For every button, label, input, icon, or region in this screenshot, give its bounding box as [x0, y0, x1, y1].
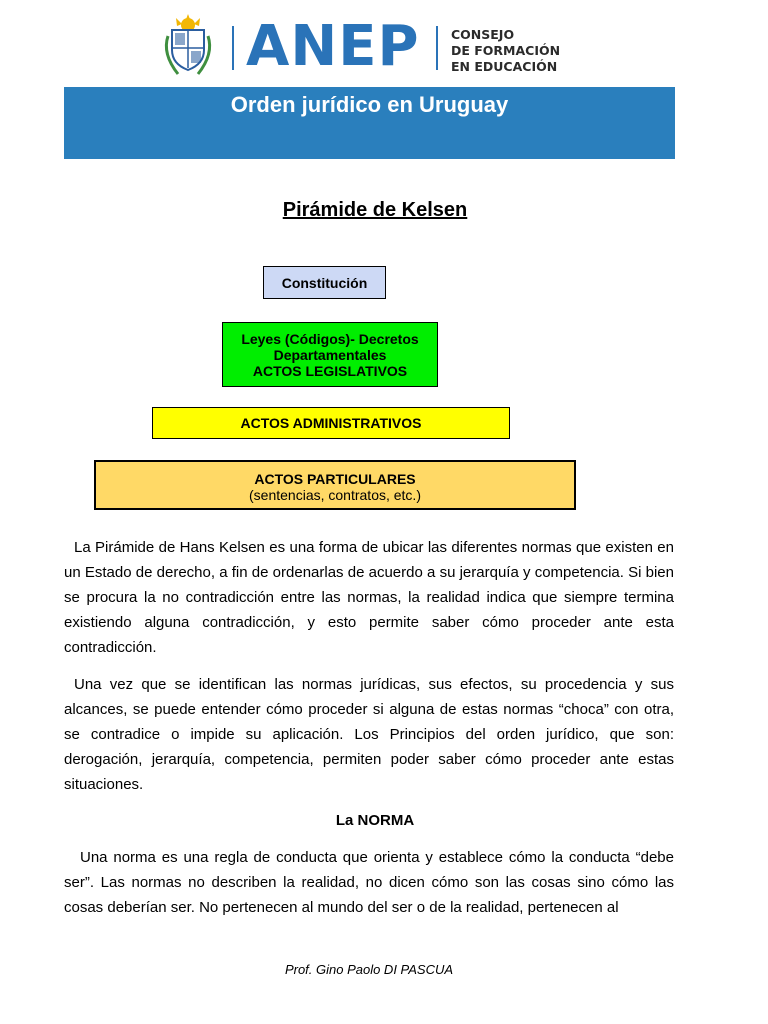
pyramid-level-constitution: [263, 266, 386, 299]
header-logo: [160, 14, 580, 78]
council-line: CONSEJO: [451, 27, 515, 42]
pyramid-level-particular: [94, 460, 576, 510]
body-paragraph: Una norma es una regla de conducta que orienta y establece cómo la conducta “debe ser”. Las normas no describen la realidad, no dicen cómo son las cosas sino cómo las cosas deberían ser. No pertenecen al mundo del ser o de la realidad, pertenecen al: [64, 849, 674, 916]
pyramid-level-label: Constitución: [281, 275, 368, 291]
uruguay-coat-of-arms-icon: [160, 14, 216, 78]
pyramid-level-legislative: [222, 322, 438, 387]
pyramid-level-label: Leyes (Códigos)- Decretos: [241, 331, 419, 347]
logo-divider: [232, 26, 234, 70]
council-line: EN EDUCACIÓN: [451, 59, 558, 74]
council-name: [451, 27, 560, 75]
subheading: La NORMA: [335, 812, 415, 829]
title-banner: [64, 87, 675, 159]
body-paragraph: Una vez que se identifican las normas jurídicas, sus efectos, su procedencia y sus alcances, se puede entender cómo proceder si alguna de estas normas “choca” con otra, se contradice o impide su aplicación. Los Principios del orden jurídico, que son: derogación, jerarquía, competencia, permiten poder saber cómo proceder ante estas situaciones.: [64, 676, 674, 793]
pyramid-level-sublabel: (sentencias, contratos, etc.): [249, 487, 421, 503]
anep-logo-text: ANEP: [246, 14, 420, 79]
body-paragraph: La Pirámide de Hans Kelsen es una forma de ubicar las diferentes normas que existen en un Estado de derecho, a fin de ordenarlas de acuerdo a su jerarquía y competencia. Si bien se procura la no contradicción entre las normas, la realidad indica que siempre termina existiendo alguna contradicción, y esto permite saber cómo proceder ante esta contradicción.: [64, 539, 674, 656]
pyramid-level-administrative: [152, 407, 510, 439]
pyramid-level-label: ACTOS LEGISLATIVOS: [252, 363, 408, 379]
section-title: Pirámide de Kelsen: [282, 199, 468, 221]
council-line: DE FORMACIÓN: [451, 43, 561, 58]
pyramid-level-label: ACTOS ADMINISTRATIVOS: [240, 415, 422, 431]
pyramid-level-label: Departamentales: [273, 347, 387, 363]
pyramid-level-label: ACTOS PARTICULARES: [254, 471, 416, 487]
document-title: Orden jurídico en Uruguay: [230, 92, 509, 117]
logo-divider: [436, 26, 438, 70]
page-footer-author: Prof. Gino Paolo DI PASCUA: [284, 962, 454, 977]
